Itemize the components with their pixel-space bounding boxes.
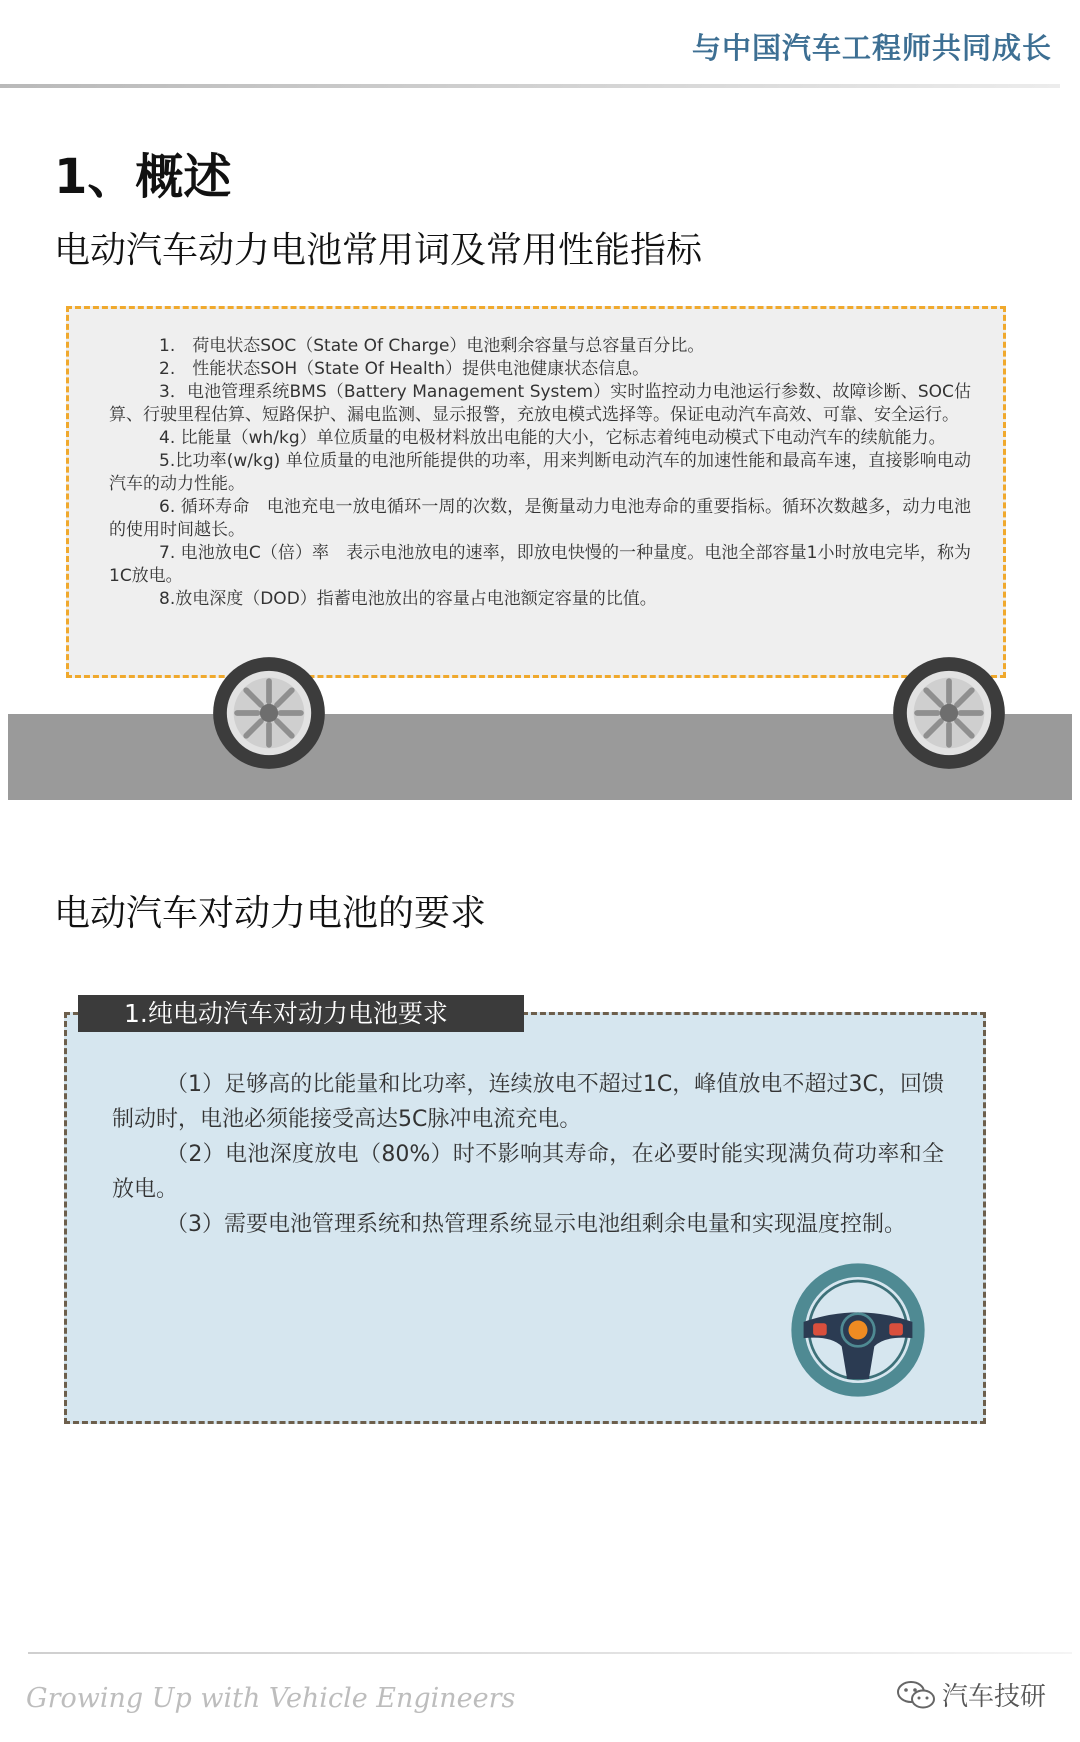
wechat-account-badge[interactable]: [896, 1676, 1046, 1713]
requirements-list: [112, 1067, 944, 1242]
car-wheel-icon: [892, 656, 1006, 770]
section-heading: 1、概述: [54, 149, 232, 205]
footer-slogan: Growing Up with Vehicle Engineers: [26, 1683, 516, 1714]
requirement-item: （1）足够高的比能量和比功率，连续放电不超过1C，峰值放电不超过3C，回馈制动时，电池必须能接受高达5C脉冲电流充电。: [112, 1072, 944, 1132]
header-divider: [0, 84, 1060, 88]
term-item: 8.放电深度（DOD）指蓄电池放出的容量占电池额定容量的比值。: [159, 589, 657, 609]
term-item: 4. 比能量（wh/kg）单位质量的电极材料放出电能的大小，它标志着纯电动模式下电动汽车的续航能力。: [159, 428, 946, 448]
wechat-account-name: 汽车技研: [941, 1682, 1046, 1712]
requirement-item: （3）需要电池管理系统和热管理系统显示电池组剩余电量和实现温度控制。: [166, 1212, 906, 1237]
terms-panel: [66, 306, 1006, 678]
term-item: 7. 电池放电C（倍）率 表示电池放电的速率，即放电快慢的一种量度。电池全部容量1小时放电完毕，称为1C放电。: [109, 543, 971, 586]
term-item: 2. 性能状态SOH（State Of Health）提供电池健康状态信息。: [159, 359, 650, 379]
terms-subheading: 电动汽车动力电池常用词及常用性能指标: [54, 230, 703, 271]
terms-list: [109, 335, 971, 611]
wechat-icon: [896, 1679, 936, 1711]
requirements-tab-label: 1.纯电动汽车对动力电池要求: [78, 995, 524, 1032]
term-item: 6. 循环寿命 电池充电一放电循环一周的次数，是衡量动力电池寿命的重要指标。循环次数越多，动力电池的使用时间越长。: [109, 497, 971, 540]
footer-divider: [28, 1652, 1072, 1654]
header-slogan: 与中国汽车工程师共同成长: [691, 31, 1052, 65]
car-wheel-icon: [212, 656, 326, 770]
term-item: 3．电池管理系统BMS（Battery Management System）实时监控动力电池运行参数、故障诊断、SOC估算、行驶里程估算、短路保护、漏电监测、显示报警，充放电模式选择等。保证电动汽车高效、可靠、安全运行。: [109, 382, 971, 425]
requirements-subheading: 电动汽车对动力电池的要求: [54, 893, 487, 934]
steering-wheel-icon: [790, 1262, 926, 1398]
term-item: 5.比功率(w/kg) 单位质量的电池所能提供的功率，用来判断电动汽车的加速性能和最高车速，直接影响电动汽车的动力性能。: [109, 451, 971, 494]
term-item: 1. 荷电状态SOC（State Of Charge）电池剩余容量与总容量百分比。: [159, 336, 705, 356]
requirement-item: （2）电池深度放电（80%）时不影响其寿命，在必要时能实现满负荷功率和全放电。: [112, 1142, 944, 1202]
